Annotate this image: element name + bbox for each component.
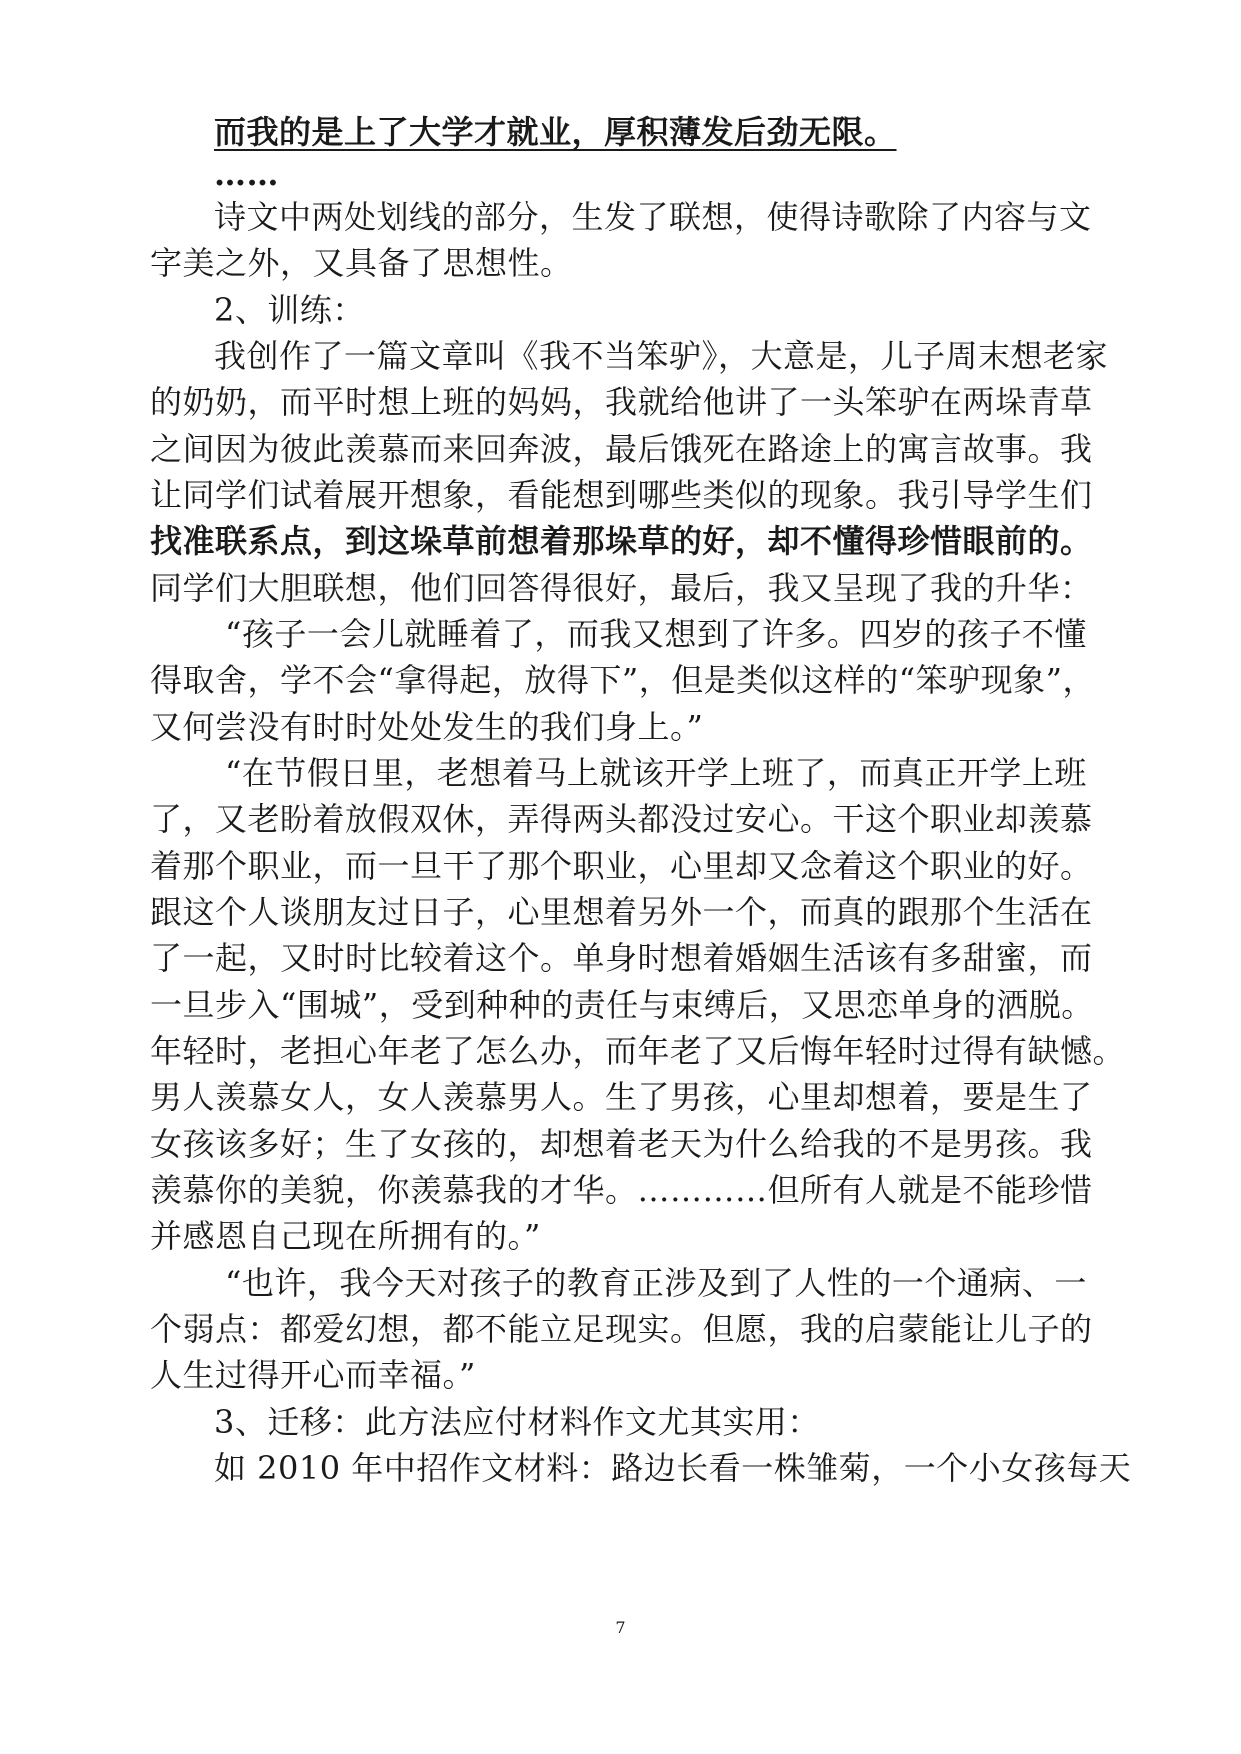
underlined-bold-line: 而我的是上了大学才就业，厚积薄发后劲无限。 bbox=[214, 113, 897, 151]
paragraph-line: 的奶奶，而平时想上班的妈妈，我就给他讲了一头笨驴在两垛青草 bbox=[150, 383, 1093, 421]
paragraph-line: 诗文中两处划线的部分，生发了联想，使得诗歌除了内容与文 bbox=[214, 198, 1092, 236]
paragraph-line: 如 2010 年中招作文材料：路边长看一株雏菊，一个小女孩每天 bbox=[214, 1449, 1132, 1487]
quote-line: 得取舍，学不会“拿得起，放得下”，但是类似这样的“笨驴现象”， bbox=[150, 661, 1095, 699]
paragraph-line: 字美之外，又具备了思想性。 bbox=[150, 244, 573, 282]
ellipsis-line: …… bbox=[214, 155, 279, 193]
paragraph-line: 同学们大胆联想，他们回答得很好，最后，我又呈现了我的升华： bbox=[150, 569, 1093, 607]
quote-line: 着那个职业，而一旦干了那个职业，心里却又念着这个职业的好。 bbox=[150, 847, 1093, 885]
paragraph-line: 我创作了一篇文章叫《我不当笨驴》，大意是，儿子周末想老家 bbox=[214, 337, 1109, 375]
quote-line: 个弱点：都爱幻想，都不能立足现实。但愿，我的启蒙能让儿子的 bbox=[150, 1310, 1093, 1348]
section-heading-training: 2、训练： bbox=[214, 291, 365, 329]
quote-line: 了，又老盼着放假双休，弄得两头都没过安心。干这个职业却羡慕 bbox=[150, 800, 1093, 838]
quote-line: 并感恩自己现在所拥有的。” bbox=[150, 1217, 541, 1255]
quote-line: “在节假日里，老想着马上就该开学上班了，而真正开学上班 bbox=[225, 754, 1087, 792]
quote-line: 跟这个人谈朋友过日子，心里想着另外一个，而真的跟那个生活在 bbox=[150, 893, 1093, 931]
bold-emphasis-line: 找准联系点，到这垛草前想着那垛草的好，却不懂得珍惜眼前的。 bbox=[150, 522, 1093, 560]
page-number: 7 bbox=[615, 1618, 626, 1637]
quote-line: 年轻时，老担心年老了怎么办，而年老了又后悔年轻时过得有缺憾。 bbox=[150, 1032, 1126, 1070]
section-heading-transfer: 3、迁移：此方法应付材料作文尤其实用： bbox=[214, 1403, 820, 1441]
quote-line: 羡慕你的美貌，你羡慕我的才华。…………但所有人就是不能珍惜 bbox=[150, 1171, 1093, 1209]
paragraph-line: 让同学们试着展开想象，看能想到哪些类似的现象。我引导学生们 bbox=[150, 476, 1093, 514]
quote-line: 一旦步入“围城”，受到种种的责任与束缚后，又思恋单身的洒脱。 bbox=[150, 986, 1094, 1024]
paragraph-line: 之间因为彼此羡慕而来回奔波，最后饿死在路途上的寓言故事。我 bbox=[150, 430, 1093, 468]
quote-line: “也许，我今天对孩子的教育正涉及到了人性的一个通病、一 bbox=[225, 1264, 1087, 1302]
quote-line: 女孩该多好；生了女孩的，却想着老天为什么给我的不是男孩。我 bbox=[150, 1125, 1093, 1163]
quote-line: 又何尝没有时时处处发生的我们身上。” bbox=[150, 708, 704, 746]
quote-line: 人生过得开心而幸福。” bbox=[150, 1356, 476, 1394]
quote-line: 男人羡慕女人，女人羡慕男人。生了男孩，心里却想着，要是生了 bbox=[150, 1078, 1093, 1116]
quote-line: “孩子一会儿就睡着了，而我又想到了许多。四岁的孩子不懂 bbox=[225, 615, 1087, 653]
quote-line: 了一起，又时时比较着这个。单身时想着婚姻生活该有多甜蜜，而 bbox=[150, 939, 1093, 977]
